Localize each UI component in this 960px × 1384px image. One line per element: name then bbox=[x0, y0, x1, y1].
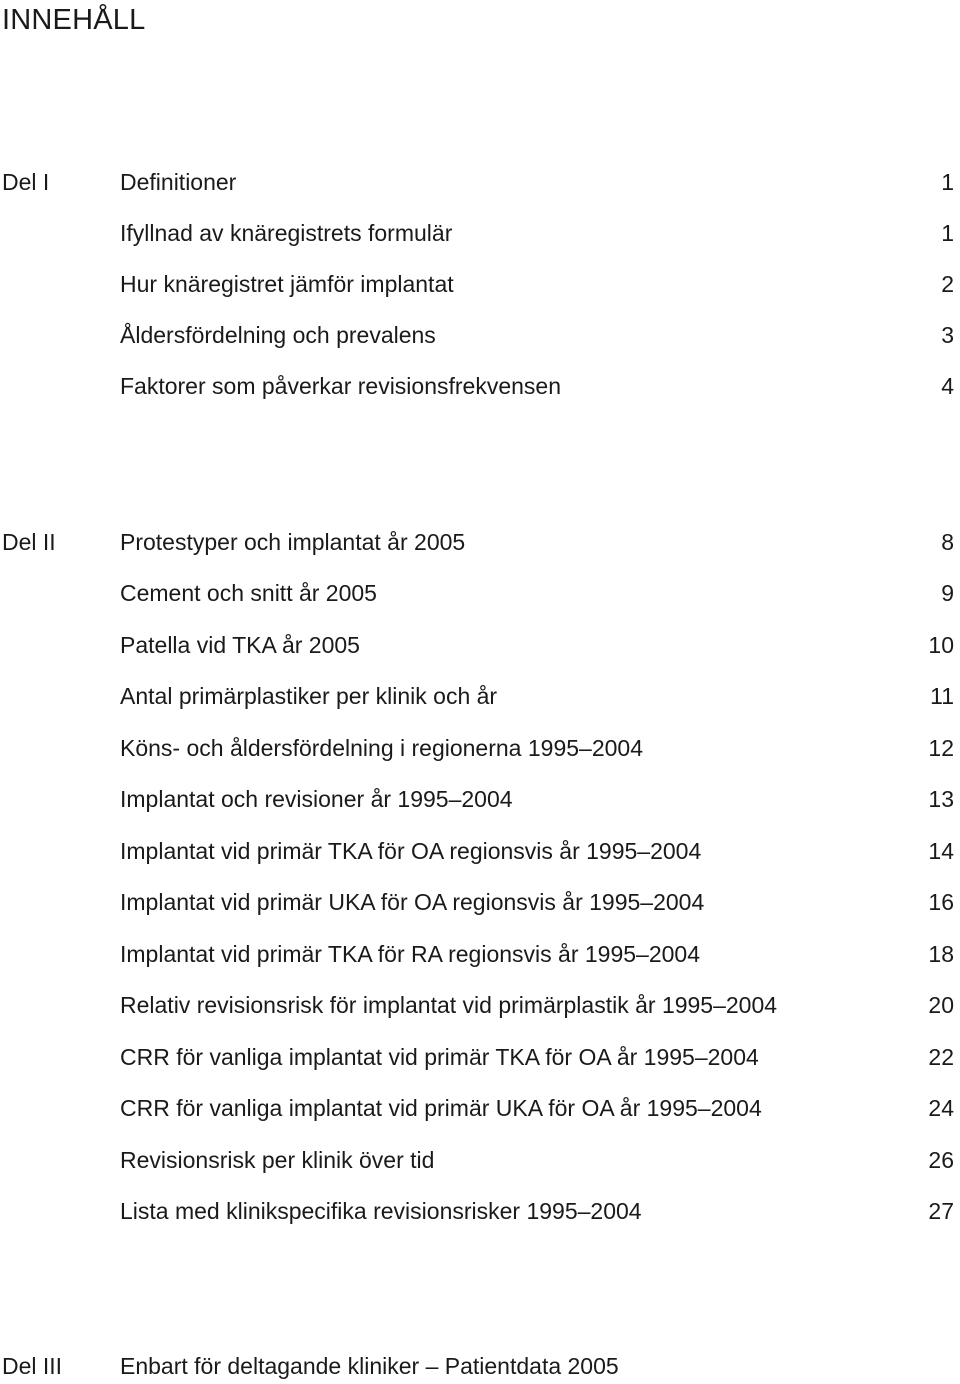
entry-title: Implantat vid primär TKA för OA regionsvis år 1995–2004 bbox=[120, 838, 702, 864]
entry-page-number: 11 bbox=[930, 683, 954, 709]
toc-entry[interactable] bbox=[0, 681, 958, 711]
toc-entry[interactable] bbox=[0, 578, 958, 608]
entry-title: CRR för vanliga implantat vid primär TKA för OA år 1995–2004 bbox=[120, 1044, 759, 1070]
toc-entry[interactable] bbox=[0, 167, 958, 197]
entry-page-number: 24 bbox=[928, 1095, 954, 1121]
entry-page-number: 18 bbox=[928, 941, 954, 967]
entry-title: Cement och snitt år 2005 bbox=[120, 580, 377, 606]
toc-entry[interactable] bbox=[0, 887, 958, 917]
toc-entry[interactable] bbox=[0, 1093, 958, 1123]
part-label: Del I bbox=[2, 169, 50, 195]
entry-page-number: 20 bbox=[928, 992, 954, 1018]
entry-page-number: 4 bbox=[941, 373, 954, 399]
part-label: Del III bbox=[2, 1353, 63, 1379]
toc-entry[interactable] bbox=[0, 320, 958, 350]
entry-page-number: 13 bbox=[928, 786, 954, 812]
entry-title: Åldersfördelning och prevalens bbox=[120, 322, 436, 348]
toc-entry[interactable] bbox=[0, 1042, 958, 1072]
toc-entry[interactable] bbox=[0, 218, 958, 248]
page-title: INNEHÅLL bbox=[2, 4, 146, 36]
part-label: Del II bbox=[2, 529, 56, 555]
entry-page-number: 1 bbox=[941, 220, 954, 246]
entry-page-number: 27 bbox=[928, 1198, 954, 1224]
toc-entry[interactable] bbox=[0, 784, 958, 814]
toc-entry[interactable] bbox=[0, 990, 958, 1020]
entry-title: Definitioner bbox=[120, 169, 237, 195]
entry-title: Faktorer som påverkar revisionsfrekvensen bbox=[120, 373, 561, 399]
entry-title: Protestyper och implantat år 2005 bbox=[120, 529, 466, 555]
toc-entry[interactable] bbox=[0, 371, 958, 401]
toc-entry[interactable] bbox=[0, 630, 958, 660]
entry-title: Revisionsrisk per klinik över tid bbox=[120, 1147, 435, 1173]
entry-title: Relativ revisionsrisk för implantat vid primärplastik år 1995–2004 bbox=[120, 992, 778, 1018]
entry-page-number: 26 bbox=[928, 1147, 954, 1173]
entry-title: Ifyllnad av knäregistrets formulär bbox=[120, 220, 453, 246]
entry-page-number: 12 bbox=[928, 735, 954, 761]
entry-page-number: 9 bbox=[941, 580, 954, 606]
entry-page-number: 10 bbox=[928, 632, 954, 658]
entry-title: CRR för vanliga implantat vid primär UKA för OA år 1995–2004 bbox=[120, 1095, 762, 1121]
toc-entry[interactable] bbox=[0, 1145, 958, 1175]
entry-page-number: 8 bbox=[941, 529, 954, 555]
toc-entry[interactable] bbox=[0, 836, 958, 866]
entry-page-number: 22 bbox=[928, 1044, 954, 1070]
entry-page-number: 16 bbox=[928, 889, 954, 915]
toc-entry[interactable] bbox=[0, 733, 958, 763]
entry-title: Antal primärplastiker per klinik och år bbox=[120, 683, 498, 709]
entry-title: Hur knäregistret jämför implantat bbox=[120, 271, 454, 297]
entry-title: Köns- och åldersfördelning i regionerna 1995–2004 bbox=[120, 735, 643, 761]
entry-title: Implantat vid primär UKA för OA regionsvis år 1995–2004 bbox=[120, 889, 705, 915]
entry-title: Lista med klinikspecifika revisionsrisker 1995–2004 bbox=[120, 1198, 642, 1224]
entry-title: Enbart för deltagande kliniker – Patientdata 2005 bbox=[120, 1353, 619, 1379]
entry-page-number: 2 bbox=[941, 271, 954, 297]
toc-entry[interactable] bbox=[0, 1196, 958, 1226]
toc-entry[interactable] bbox=[0, 269, 958, 299]
toc-entry[interactable] bbox=[0, 939, 958, 969]
entry-title: Implantat vid primär TKA för RA regionsvis år 1995–2004 bbox=[120, 941, 700, 967]
toc-entry[interactable] bbox=[0, 1351, 958, 1381]
entry-page-number: 3 bbox=[941, 322, 954, 348]
entry-title: Implantat och revisioner år 1995–2004 bbox=[120, 786, 513, 812]
entry-title: Patella vid TKA år 2005 bbox=[120, 632, 360, 658]
entry-page-number: 14 bbox=[928, 838, 954, 864]
toc-entry[interactable] bbox=[0, 527, 958, 557]
entry-page-number: 1 bbox=[941, 169, 954, 195]
